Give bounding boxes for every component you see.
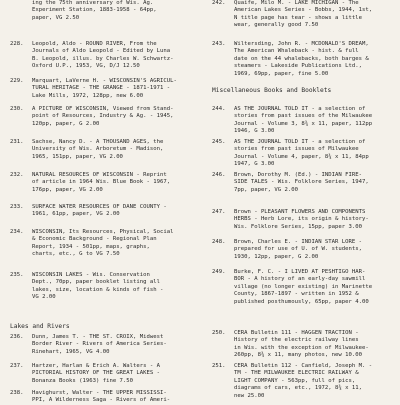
entry-description [234,41,396,78]
entry-line: 1965, 151pp, paper, VG 2.00 [32,153,123,160]
catalog-entry [212,139,396,169]
entry-description [32,172,202,194]
entry-description [234,0,396,30]
entry-number: 231. [10,139,24,145]
entry-line: in Wis. with the exception of Milwaukee- [234,344,369,351]
catalog-entry [212,106,396,136]
catalog-entry [212,209,396,231]
entry-line: stories from past issues of Milwaukee [234,146,359,153]
entry-line: A PICTURE OF WISCONSIN, Viewed from Stand- [32,106,174,112]
entry-line: History of the electric railway lines [234,337,359,344]
entry-number: 235. [10,272,24,278]
entry-line: Marquart, LaVerne H. - WISCONSIN'S AGRICUL- [32,78,177,84]
entry-line: 1969, 69pp, paper, fine 5.00 [234,70,329,77]
catalog-entry [212,269,396,306]
entry-line: published posthumously, 65pp, paper 4.00 [234,298,369,305]
catalog-entry [10,390,202,405]
entry-line: 1946, G 3.00 [234,128,275,135]
entry-line: Brown, Dorothy M. (Ed.) - INDIAN FIRE- [234,172,362,178]
entry-line: lakes, size, location & kinds of fish - [32,286,164,293]
entry-number: 242. [212,0,226,6]
section-heading: Miscellaneous Books and Booklets [212,87,332,94]
entry-line: Oxford U.P., 1953, VG, D/J 12.50 [32,63,140,70]
catalog-entry [212,0,396,30]
entry-line: CERA Bulletin 111 - HAGGEN TRACTION - [234,330,359,336]
entry-description [234,269,396,306]
entry-number: 245. [212,139,226,145]
entry-line: 1930, 12pp, paper, G 2.00 [234,253,319,260]
catalog-entry [212,41,396,78]
entry-number: 230. [10,106,24,112]
catalog-entry [10,363,202,385]
entry-line: TURAL HERITAGE - THE GRANGE - 1871-1971 - [32,85,171,92]
entry-line: HERBS - Herb Lore, its origin & history- [234,216,369,223]
catalog-entry [10,106,202,128]
entry-number: 229. [10,78,24,84]
catalog-entry [10,41,202,71]
entry-line: WISCONSIN, Its Resources, Physical, Social [32,229,174,235]
entry-line: Quaife, Milo M. - LAKE MICHIGAN - The [234,0,359,6]
entry-line: 1947, G 3.00 [234,161,275,168]
entry-number: 249. [212,269,226,275]
entry-line: village (no longer existing) in Marinette [234,283,373,290]
entry-description [234,239,396,261]
entry-description [32,272,202,302]
entry-line: new 25.00 [234,392,265,399]
entry-line: Dept., 70pp, paper booklet listing all [32,279,160,286]
entry-number: 244. [212,106,226,112]
entry-line: 260pp, 8¾ x 11, many photos, new 10.00 [234,352,362,359]
entry-line: Leopold, Aldo - ROUND RIVER, From the [32,41,157,47]
entry-line: SIDE TALES - Wis. Folklore Series, 1947, [234,179,369,186]
entry-line: diagrams of cars, etc., 1972, 8¾ x 11, [234,385,362,392]
entry-line: PPI, A Wilderness Saga - Rivers of Ameri- [32,397,171,404]
entry-line: Journal - Volume 4, paper, 8¾ x 11, 84pp [234,153,369,160]
entry-description [32,390,202,405]
entry-number: 250. [212,330,226,336]
entry-line: 1961, 61pp, paper, VG 2.00 [32,211,120,218]
entry-number: 237. [10,363,24,369]
entry-line: Rinehart, 1965, VG 4.00 [32,348,110,355]
entry-line: stories from past issues of the Milwaukee [234,113,373,120]
entry-line: County, 1867-1897 - written in 1952 & [234,291,359,298]
catalog-entry [10,139,202,161]
entry-description [234,172,396,194]
entry-description [32,78,202,100]
entry-line: AS THE JOURNAL TOLD IT - a selection of [234,139,366,145]
entry-description [234,209,396,231]
entry-line: B. Leopold, illus. by Charles W. Schwartz- [32,55,174,62]
entry-description [234,330,396,360]
entry-line: Experiment Station, 1883-1958 - 64pp, [32,7,157,14]
entry-line: 7pp, paper, VG 2.00 [234,186,298,193]
catalog-entry [212,239,396,261]
entry-line: Dunn, James T. - THE ST. CROIX, Midwest [32,334,164,340]
entry-description [234,363,396,400]
entry-description [32,0,202,22]
entry-line: PICTORIAL HISTORY OF THE GREAT LAKES - [32,370,160,377]
entry-line: steamers - Lakeside Publications Ltd., [234,63,362,70]
entry-line: VG 2.00 [32,294,56,301]
entry-line: BOR - A history of an early-day sawmill [234,276,366,283]
entry-line: point of Resources, Industry & Ag. - 1945, [32,113,174,120]
catalog-entry [10,78,202,100]
entry-line: TM - THE MILWAUKEE ELECTRIC RAILWAY & [234,370,359,377]
entry-description [32,41,202,71]
catalog-entry [10,272,202,302]
section-heading: Lakes and Rivers [10,323,70,330]
entry-line: Lake Mills, 1972, 128pp, new 6.00 [32,92,144,99]
entry-line: Journals of Aldo Leopold - Edited by Luna [32,48,171,55]
entry-description [32,229,202,259]
catalog-entry [10,334,202,356]
entry-line: AS THE JOURNAL TOLD IT - a selection of [234,106,366,112]
entry-description [234,139,396,169]
entry-line: Bonanza Books (1963) fine 7.50 [32,377,134,384]
catalog-entry [10,0,202,22]
entry-line: NATURAL RESOURCES OF WISCONSIN - Reprint [32,172,167,178]
catalog-entry [10,172,202,194]
entry-number: 246. [212,172,226,178]
catalog-entry [212,363,396,400]
entry-line: prepared for use of U. of W. students, [234,246,362,253]
entry-number: 228. [10,41,24,47]
entry-description [32,106,202,128]
entry-line: charts, etc., G to VG 7.50 [32,251,120,258]
entry-number: 232. [10,172,24,178]
entry-line: CERA Bulletin 112 - Canfield, Joseph M. - [234,363,373,369]
entry-line: N title page has tear - shows a little [234,14,362,21]
entry-line: Border River - Rivers of America Series- [32,341,167,348]
entry-line: Wis. Folklore Series, 15pp, paper 3.00 [234,223,362,230]
entry-line: Hartzer, Harlan & Erich A. Walters - A [32,363,160,369]
entry-line: Journal - Volume 3, 8¾ x 11, paper, 112pp [234,120,373,127]
entry-number: 236. [10,334,24,340]
entry-line: Brown - PLEASANT FLOWERS AND COMPONENTS [234,209,366,215]
entry-line: wear, generally good 7.50 [234,22,319,29]
entry-line: paper, VG 2.50 [32,14,80,21]
entry-line: American Lakes Series - Bobbs, 1944, 1st, [234,7,373,14]
entry-line: Sachse, Nancy D. - A THOUSAND AGES, the [32,139,164,145]
catalog-entry [10,229,202,259]
entry-number: 251. [212,363,226,369]
entry-line: Brown, Charles E. - INDIAN STAR LORE - [234,239,362,245]
entry-line: date on the 44 whalebacks, both barges & [234,55,369,62]
entry-line: Burke, F. C. - I LIVED AT PESHTIGO HAR- [234,269,366,275]
entry-description [32,363,202,385]
entry-description [32,204,202,219]
entry-line: & Economic Background - Regional Plan [32,236,157,243]
entry-line: Report, 1934 - 501pp, maps, graphs, [32,243,150,250]
entry-number: 234. [10,229,24,235]
entry-number: 248. [212,239,226,245]
entry-number: 243. [212,41,226,47]
entry-number: 233. [10,204,24,210]
entry-line: 120pp, paper, G 2.00 [32,120,100,127]
entry-description [234,106,396,136]
entry-line: 176pp, paper, VG 2.00 [32,186,103,193]
entry-line: WISCONSIN LAKES - Wis. Conservation [32,272,150,278]
entry-number: 238. [10,390,24,396]
entry-line: Wiltersding, John R. - MCDONALD'S DREAM, [234,41,369,47]
entry-line: of article in 1964 Wis. Blue Book - 1967, [32,179,171,186]
entry-number: 247. [212,209,226,215]
entry-description [32,139,202,161]
entry-line: Havighurst, Walter - THE UPPER MISSISSI- [32,390,167,396]
entry-line: SURFACE WATER RESOURCES OF DANE COUNTY - [32,204,167,210]
entry-description [32,334,202,356]
catalog-entry [212,172,396,194]
catalog-entry [212,330,396,360]
entry-line: LIGHT COMPANY - 563pp, full of pics, [234,377,356,384]
entry-line: University of Wis. Arboretum - Madison, [32,146,164,153]
entry-line: ing the 75th anniversary of Wis. Ag. [32,0,154,6]
entry-line: The American Whaleback - hist. & full [234,48,359,55]
catalog-entry [10,204,202,219]
